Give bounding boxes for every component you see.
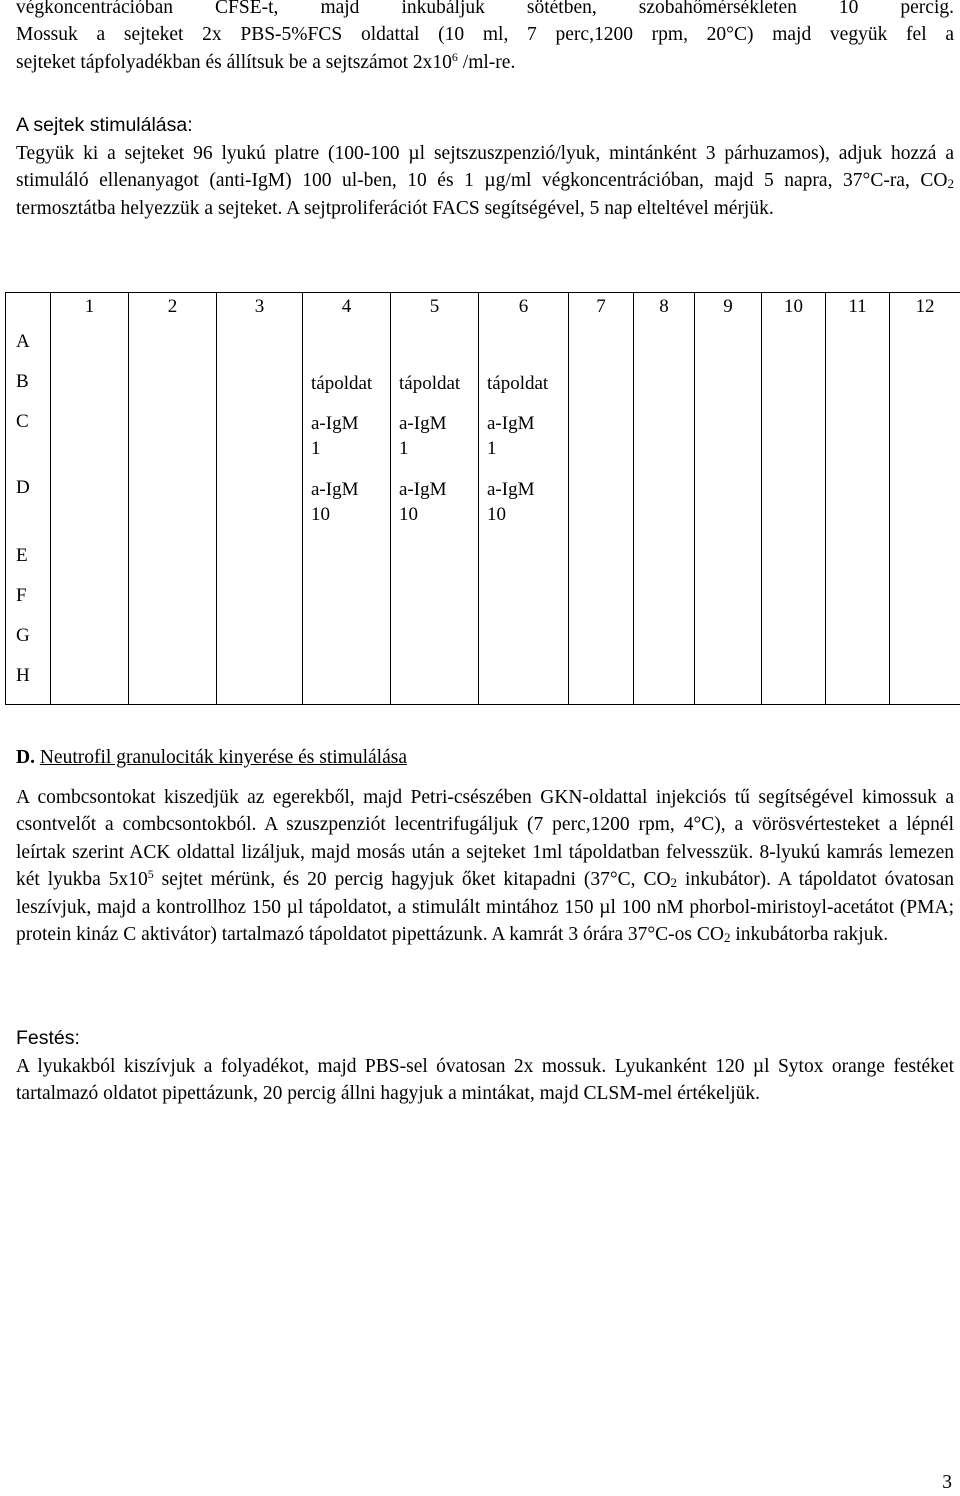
column-header: 5 [391,293,479,331]
section-title: Neutrofil granulociták kinyerése és stimulálása [39,747,407,768]
section-d-heading [16,744,407,771]
well-reagent: a-IgM [399,412,447,434]
neutrophil-subscript-2: 2 [723,930,731,946]
column-header: 6 [479,293,569,331]
intro-line-1: végkoncentrációban CFSE-t, majd inkubáljuk sötétben, szobahőmérsékleten 10 percig. [16,0,954,18]
well-cell [479,477,569,545]
section-letter: D. [16,747,35,768]
stimulation-paragraph [16,140,954,222]
plate-row-f [6,585,960,625]
plate-header-row [6,293,960,331]
well-concentration: 1 [399,437,409,459]
staining-paragraph: A lyukakból kiszívjuk a folyadékot, majd PBS-sel óvatosan 2x mossuk. Lyukanként 120 µl Sytox orange festéket tartalmazó oldatot pipettázunk, 20 percig állni hagyjuk a mintákat, majd CLSM-mel értékeljük. [16,1056,954,1105]
well-reagent: a-IgM [487,478,535,500]
well-concentration: 10 [487,503,506,525]
neutrophil-text-a: A combcsontokat kiszedjük az egerekből, majd Petri-csészében GKN-oldattal injekciós tű segítségével kimossuk a csontvelőt a combcsontokból. A szuszpenziót lecentrifugáljuk (7 perc,1200 rpm, 4°C), a vörösvértesteket a lépnél leírtak szerint ACK oldattal lizáljuk, majd mosás után a sejteket 1ml tápoldatban felvesszük. 8-lyukú kamrás lemezen két lyukba 5x10 [16,787,954,891]
well-concentration: 1 [311,437,321,459]
plate-row-h [6,665,960,705]
neutrophil-text-d: inkubátorba rakjuk. [730,924,889,946]
page-number: 3 [942,1472,952,1493]
neutrophil-text-b: sejtet mérünk, és 20 percig hagyjuk őket kitapadni (37°C, CO [153,869,671,891]
intro-line-3-tail: /ml-re. [457,52,516,73]
row-label: E [6,545,51,585]
well-reagent: a-IgM [487,412,535,434]
plate-corner-cell [6,293,51,331]
neutrophil-subscript-1: 2 [670,875,678,891]
column-header: 7 [569,293,634,331]
neutrophil-exponent: 5 [147,867,154,882]
column-header: 2 [129,293,217,331]
intro-line-3-text: sejteket tápfolyadékban és állítsuk be a sejtszámot 2x10 [16,52,452,73]
neutrophil-paragraph [16,784,954,948]
well-cell [303,477,391,545]
well-cell: tápoldat [479,371,569,411]
column-header: 3 [217,293,303,331]
well-cell [303,411,391,477]
intro-exponent: 6 [451,50,458,64]
well-cell [391,477,479,545]
column-header: 1 [51,293,129,331]
well-reagent: a-IgM [399,478,447,500]
intro-line-3 [16,49,954,76]
neutrophil-text-c: inkubátor). A tápoldatot óvatosan leszívjuk, majd a kontrollhoz 150 µl tápoldatot, a stimulált mintához 150 µl 100 nM phorbol-miristoyl-acetátot (PMA; protein kináz C aktivátor) tartalmazó tápoldatot pipettázunk. A kamrát 3 órára 37°C-os CO [16,869,954,946]
well-reagent: a-IgM [311,412,359,434]
well-cell: tápoldat [303,371,391,411]
well-cell [479,411,569,477]
column-header: 11 [826,293,890,331]
row-label: A [6,331,51,371]
well-concentration: 10 [311,503,330,525]
plate-row-a [6,331,960,371]
well-concentration: 10 [399,503,418,525]
plate-row-g [6,625,960,665]
plate-row-b [6,371,960,411]
well-cell [391,411,479,477]
staining-heading: Festés: [16,1027,80,1049]
row-label: G [6,625,51,665]
plate-row-e [6,545,960,585]
well-reagent: a-IgM [311,478,359,500]
column-header: 9 [695,293,762,331]
well-cell: tápoldat [391,371,479,411]
stimulation-heading: A sejtek stimulálása: [16,114,193,136]
well-concentration: 1 [487,437,497,459]
stimulation-text-a: Tegyük ki a sejteket 96 lyukú platre (100-100 µl sejtszuszpenzió/lyuk, mintánként 3 párhuzamos), adjuk hozzá a stimuláló ellenanyagot (anti-IgM) 100 ul-ben, 10 és 1 µg/ml végkoncentrációban, majd 5 napra, 37°C-ra, CO [16,143,954,192]
plate-layout-table [5,292,960,705]
row-label: C [6,411,51,477]
stimulation-text-b: termosztátba helyezzük a sejteket. A sejtproliferációt FACS segítségével, 5 nap elteltével mérjük. [16,197,774,219]
plate-row-c [6,411,960,477]
column-header: 8 [634,293,695,331]
column-header: 10 [762,293,826,331]
column-header: 12 [890,293,960,331]
row-label: H [6,665,51,705]
column-header: 4 [303,293,391,331]
row-label: B [6,371,51,411]
intro-line-2: Mossuk a sejteket 2x PBS-5%FCS oldattal (10 ml, 7 perc,1200 rpm, 20°C) majd vegyük fel a [16,24,954,45]
row-label: D [6,477,51,545]
plate-row-d [6,477,960,545]
stimulation-subscript: 2 [947,176,954,192]
row-label: F [6,585,51,625]
